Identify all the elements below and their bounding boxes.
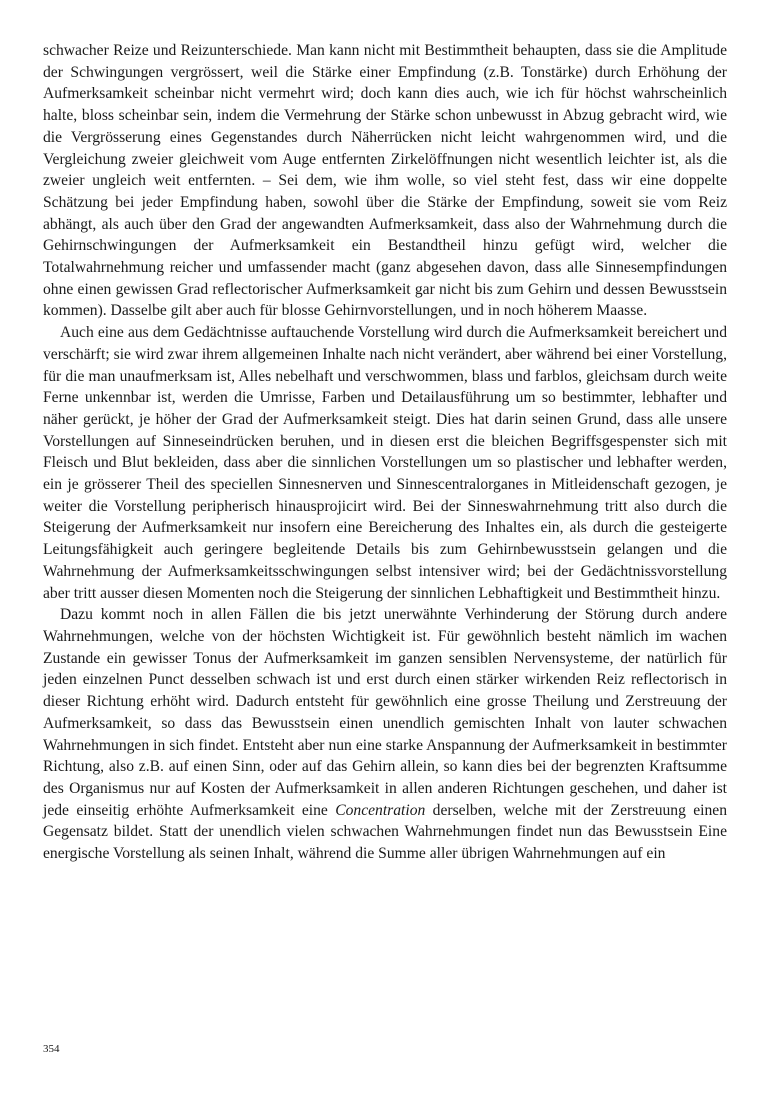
page-body bbox=[43, 40, 727, 865]
paragraph-memory-representation: Auch eine aus dem Gedächtnisse auftauchende Vorstellung wird durch die Aufmerksamkeit bereichert und verschärft; sie wird zwar ihrem allgemeinen Inhalte nach nicht verändert, aber während bei einer Vorstellung, für die man unaufmerksam ist, Alles nebelhaft und verschwommen, blass und farblos, gleichsam durch weite Ferne unkennbar ist, werden die Umrisse, Farben und Detailausführung um so bestimmter, lebhafter und näher gerückt, je höher der Grad der Aufmerksamkeit steigt. Dies hat darin seinen Grund, dass alle unsere Vorstellungen auf Sinneseindrücken beruhen, und in diesen erst die bleichen Begriffsgespenster sich mit Fleisch und Blut bekleiden, dass aber die sinnlichen Vorstellungen um so plastischer und lebhafter werden, ein je grösserer Theil des speciellen Sinnesnerven und Sinnescentralorganes in Mitleidenschaft gezogen, je weiter die Vorstellung peripherisch hinausprojicirt wird. Bei der Sinneswahrnehmung tritt also durch die Steigerung der Aufmerksamkeit nur insofern eine Bereicherung des Inhaltes ein, als durch die gesteigerte Leitungsfähigkeit auch geringere begleitende Details bis zum Gehirnbewusstsein gelangen und die Wahrnehmung der Aufmerksamkeitsschwingungen selbst intensiver wird; bei der Gedächtnissvorstellung aber tritt ausser diesen Momenten noch die Steigerung der sinnlichen Lebhaftigkeit und Bestimmtheit hinzu. bbox=[43, 324, 727, 602]
paragraph-text-before: Dazu kommt noch in allen Fällen die bis jetzt unerwähnte Verhinderung der Störung durch andere Wahrnehmungen, welche von der höchsten Wichtigkeit ist. Für gewöhnlich besteht nämlich im wachen Zustande ein gewisser Tonus der Aufmerksamkeit im ganzen sensiblen Nervensysteme, der natürlich für jeden einzelnen Punct desselben schwach ist und erst durch einen stärker wirkenden Reiz reflectorisch in dieser Richtung erhöht wird. Dadurch entsteht für gewöhnlich eine grosse Theilung und Zerstreuung der Aufmerksamkeit, so dass das Bewusstsein einen unendlich gemischten Inhalt von lauter schwachen Wahrnehmungen in sich findet. Entsteht aber nun eine starke Anspannung der Aufmerksamkeit in bestimmter Richtung, also z.B. auf einen Sinn, oder auf das Gehirn allein, so kann dies bei der begrenzten Kraftsumme des Organismus nur auf Kosten der Aufmerksamkeit in allen anderen Richtungen geschehen, und daher ist jede einseitig erhöhte Aufmerksamkeit eine bbox=[43, 606, 727, 819]
emphasized-term: Concentration bbox=[335, 801, 426, 819]
paragraph-continuation: schwacher Reize und Reizunterschiede. Man kann nicht mit Bestimmtheit behaupten, dass sie die Amplitude der Schwingungen vergrössert, weil die Stärke einer Empfindung (z.B. Tonstärke) durch Erhöhung der Aufmerksamkeit scheinbar nicht vermehrt wird; doch kann dies auch, wie ich für höchst wahrscheinlich halte, bloss scheinbar sein, indem die Vermehrung der Stärke schon unbewusst in Abzug gebracht wird, wie die Vergrösserung eines Gegenstandes durch Näherrücken nicht leicht wahrgenommen wird, und die Vergleichung zweier gleichweit vom Auge entfernten Zirkelöffnungen nicht wesentlich leichter ist, als die zweier ungleich weit entfernten. – Sei dem, wie ihm wolle, so viel steht fest, dass wir eine doppelte Schätzung bei jeder Empfindung haben, sowohl über die Stärke der Empfindung, soweit sie vom Reiz abhängt, als auch über den Grad der angewandten Aufmerksamkeit, dass also der Wahrnehmung durch die Gehirnschwingungen der Aufmerksamkeit ein Bestandtheil hinzu gefügt wird, welcher die Totalwahrnehmung reicher und umfassender macht (ganz abgesehen davon, dass alle Sinnesempfindungen ohne einen gewissen Grad reflectorischer Aufmerksamkeit gar nicht bis zum Gehirn und dessen Bewusstsein kommen). Dasselbe gilt aber auch für blosse Gehirnvorstellungen, und in noch höherem Maasse. bbox=[43, 42, 727, 320]
page-number: 354 bbox=[43, 1043, 60, 1055]
paragraph-concentration bbox=[43, 604, 727, 864]
paragraph-text-after: derselben, welche mit der Zerstreuung einen Gegensatz bildet. Statt der unendlich vielen schwachen Wahrnehmungen findet nun das Bewusstsein Eine energische Vorstellung als seinen Inhalt, während die Summe aller übrigen Wahrnehmungen auf ein bbox=[43, 801, 728, 863]
